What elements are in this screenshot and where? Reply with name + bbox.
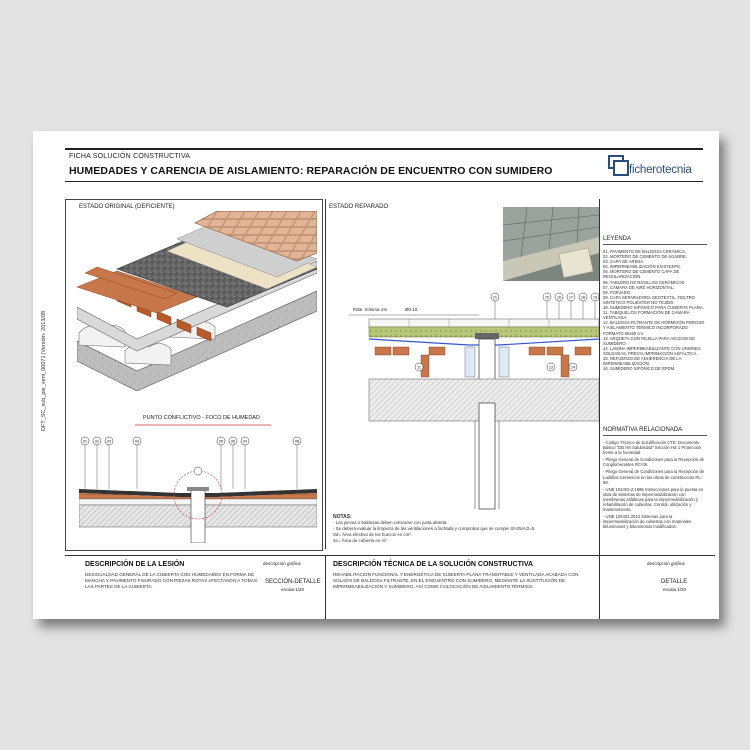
solution-text: REHABILITACIÓN FUNCIONAL Y ENERGÉTICA DE CUBIERTA PLANA TRANSITABLE Y VENTILADA ACABADA CON SOLADO DE BALDOSA FILTRANTE, EN EL ENCUENTRO CON SUMIDERO, MEDIANTE LA SUSTITUCIÓN DE IMPERMEABILIZACIÓN Y SUMIDERO, ASÍ COMO COLOCACIÓN DE AISLAMIENTO TÉRMICO. — [333, 572, 579, 589]
section-bubble-label: 21 — [493, 295, 497, 300]
repaired-section-drawing — [329, 289, 599, 511]
legend-item: 02. MORTERO DE CEMENTO DE AGARRE. — [603, 254, 688, 260]
section-bubble-label: 18 — [581, 295, 585, 300]
section-bubble-label: 16 — [557, 295, 561, 300]
legend-item: 03. CAPA DE ARENA. — [603, 259, 645, 265]
regulations-title: NORMATIVA RELACIONADA — [603, 427, 707, 436]
bottom-divider — [325, 555, 326, 619]
legend-item: 10. SUMIDERO SIFÓNICO PARA CUBIERTA PLANA. — [603, 305, 704, 311]
solution-scale: escala 1/20 — [663, 587, 687, 592]
regulations — [603, 427, 707, 532]
solution-caption: descripción gráfica — [647, 561, 685, 566]
lesion-scale: escala 1/20 — [281, 587, 305, 592]
note-line: Sd= Área efectiva de los huecos en cm². — [333, 532, 412, 537]
sidebar-divider — [599, 199, 600, 619]
section-bubble-label: 17 — [569, 295, 573, 300]
legend-item: 07. CÁMARA DE AIRE HORIZONTAL. — [603, 284, 675, 290]
section-bubble-label: 05 — [219, 439, 223, 444]
section-bubble-label: 08 — [295, 439, 299, 444]
document-sheet — [33, 131, 719, 619]
right-panel-title: ESTADO REPARADO — [329, 204, 389, 210]
note-line: - Se deberá evaluar la limpieza de las ventilaciones a fachada y comprobar que se cumple Sl>25/A/2=5 — [333, 526, 535, 531]
legend-item: 05. MORTERO DE CEMENTO CAPA DE REGULARIZACIÓN. — [603, 269, 680, 280]
solution-title: DESCRIPCIÓN TÉCNICA DE LA SOLUCIÓN CONSTRUCTIVA — [333, 561, 534, 568]
notes-block — [333, 514, 593, 544]
slope-label: Pdte. mínima 1% — [353, 307, 388, 312]
section-bubble-label: 01 — [83, 439, 87, 444]
legend-item: 06. TABLERO DE RASILLOS CERÁMICOS. — [603, 279, 686, 285]
regulation-item: - Código Técnico de la Edificación CTE. Documento Básico "DB HS Salubridad" Sección HS 1 Protección frente a la humedad. — [603, 440, 702, 456]
legend-item: 09. CAPA SEPARADORA GEOTEXTIL, FIELTRO SINTÉTICO POLIÉSTER NO TEJIDO. — [603, 294, 695, 305]
logo-text: ficherotecnia — [629, 164, 692, 176]
legend-item: 14. LÁMINA IMPERMEABILIZANTE CON UNIONES SOLDADAS, PREVIA IMPRIMACIÓN ASFÁLTICA. — [603, 345, 701, 356]
left-panel-title: ESTADO ORIGINAL (DEFICIENTE) — [79, 204, 175, 210]
section-bubble-label: 04 — [243, 439, 247, 444]
side-document-code: DFT_SC_sub_pie_vent_00071 |Versión· 2013/08 — [41, 310, 47, 431]
legend-item: 15. REFUERZO DE ADHERENCIA DE LA IMPERMEABILIZACIÓN. — [603, 355, 682, 367]
legend-item: 01. PAVIMENTO DE BALDOSA CERÁMICA. — [603, 249, 687, 254]
panel-divider — [325, 199, 326, 549]
section-bubble-label: 02 — [95, 439, 99, 444]
regulation-item: - Pliego General de Condiciones para la Recepción de Ladrillos Cerámicos en las obras de construcción RL-88. — [603, 469, 705, 485]
original-section-drawing — [79, 431, 317, 543]
lesion-title: DESCRIPCIÓN DE LA LESIÓN — [85, 561, 185, 568]
section-bubble-label: 04 — [135, 439, 139, 444]
dimension-label: Ø0.10 — [405, 307, 418, 312]
lesion-text: DESIGUALDAD GENERAL DE LA CUBIERTA CON HUMEDADES EN FORMA DE MANCHA Y PAVIMENTO FISURADO CON PIEZAS ROTAS AFECTANDO A TODAS LAS PARTES DE LA CUBIERTA. — [85, 572, 258, 589]
legend-item: 16. SUMIDERO SIFÓNICO DE EPDM. — [603, 366, 676, 372]
site-photo — [503, 207, 599, 281]
lesion-section-label: SECCIÓN-DETALLE — [265, 579, 321, 585]
legend-item: 12. BALDOSA FILTRANTE DE HORMIGÓN POROSO Y AISLAMIENTO TÉRMICO INCORPORADO FORMATO 60x60 cm. — [603, 320, 705, 336]
section-bubble-label: 14 — [571, 365, 575, 370]
callout-leader — [133, 422, 273, 428]
conflict-point-callout: PUNTO CONFLICTIVO - FOCO DE HUMEDAD — [143, 415, 260, 421]
top-rule — [65, 148, 703, 150]
legend-item: 13. ARQUETA CON REJILLA PARA ACCESO DE SUMIDERO. — [603, 335, 696, 346]
bottom-rule — [65, 555, 715, 556]
lesion-caption: descripción gráfica — [263, 561, 301, 566]
original-roof-isometric — [77, 211, 317, 391]
document-kicker: FICHA SOLUCIÓN CONSTRUCTIVA — [69, 153, 191, 160]
solution-section-label: DETALLE — [661, 579, 688, 585]
section-bubble-label: 06 — [231, 439, 235, 444]
legend — [603, 236, 707, 371]
legend-title: LEYENDA — [603, 236, 707, 245]
section-bubble-label: 11 — [417, 365, 421, 370]
section-bubble-label: 13 — [549, 365, 553, 370]
document-title: HUMEDADES Y CARENCIA DE AISLAMIENTO: REPARACIÓN DE ENCUENTRO CON SUMIDERO — [69, 165, 553, 177]
note-line: - Las piezas o baldosas deben colocarse con junta abierta. — [333, 520, 448, 525]
regulation-item: - UNE 104401:2013 Sistemas para la impermeabilización de cubiertas con materiales bituminosos y bituminosos modificados. — [603, 514, 692, 530]
section-bubble-label: 19 — [593, 295, 597, 300]
note-line: Ac= Área de cubierta en m². — [333, 538, 388, 543]
legend-item: 08. FORJADO. — [603, 289, 632, 295]
section-bubble-label: 03 — [107, 439, 111, 444]
regulation-item: - Pliego General de Condiciones para la Recepción de Conglomerantes RC-08. — [603, 457, 705, 468]
legend-item: 11. TABIQUILLOS FORMACIÓN DE CÁMARA VENTILADA. — [603, 310, 690, 321]
section-bubble-label: 15 — [545, 295, 549, 300]
regulation-item: - UNE 104402-2:1996 Instrucciones para la puesta en obra de sistemas de impermeabilización con membranas asfálticas para la impermeabilización y rehabilitación de cubiertas. Control, utilización y mantenimiento. — [603, 486, 704, 513]
legend-item: 04. IMPERMEABILIZACIÓN EXISTENTE. — [603, 264, 682, 270]
notes-heading: NOTAS: — [333, 514, 352, 520]
